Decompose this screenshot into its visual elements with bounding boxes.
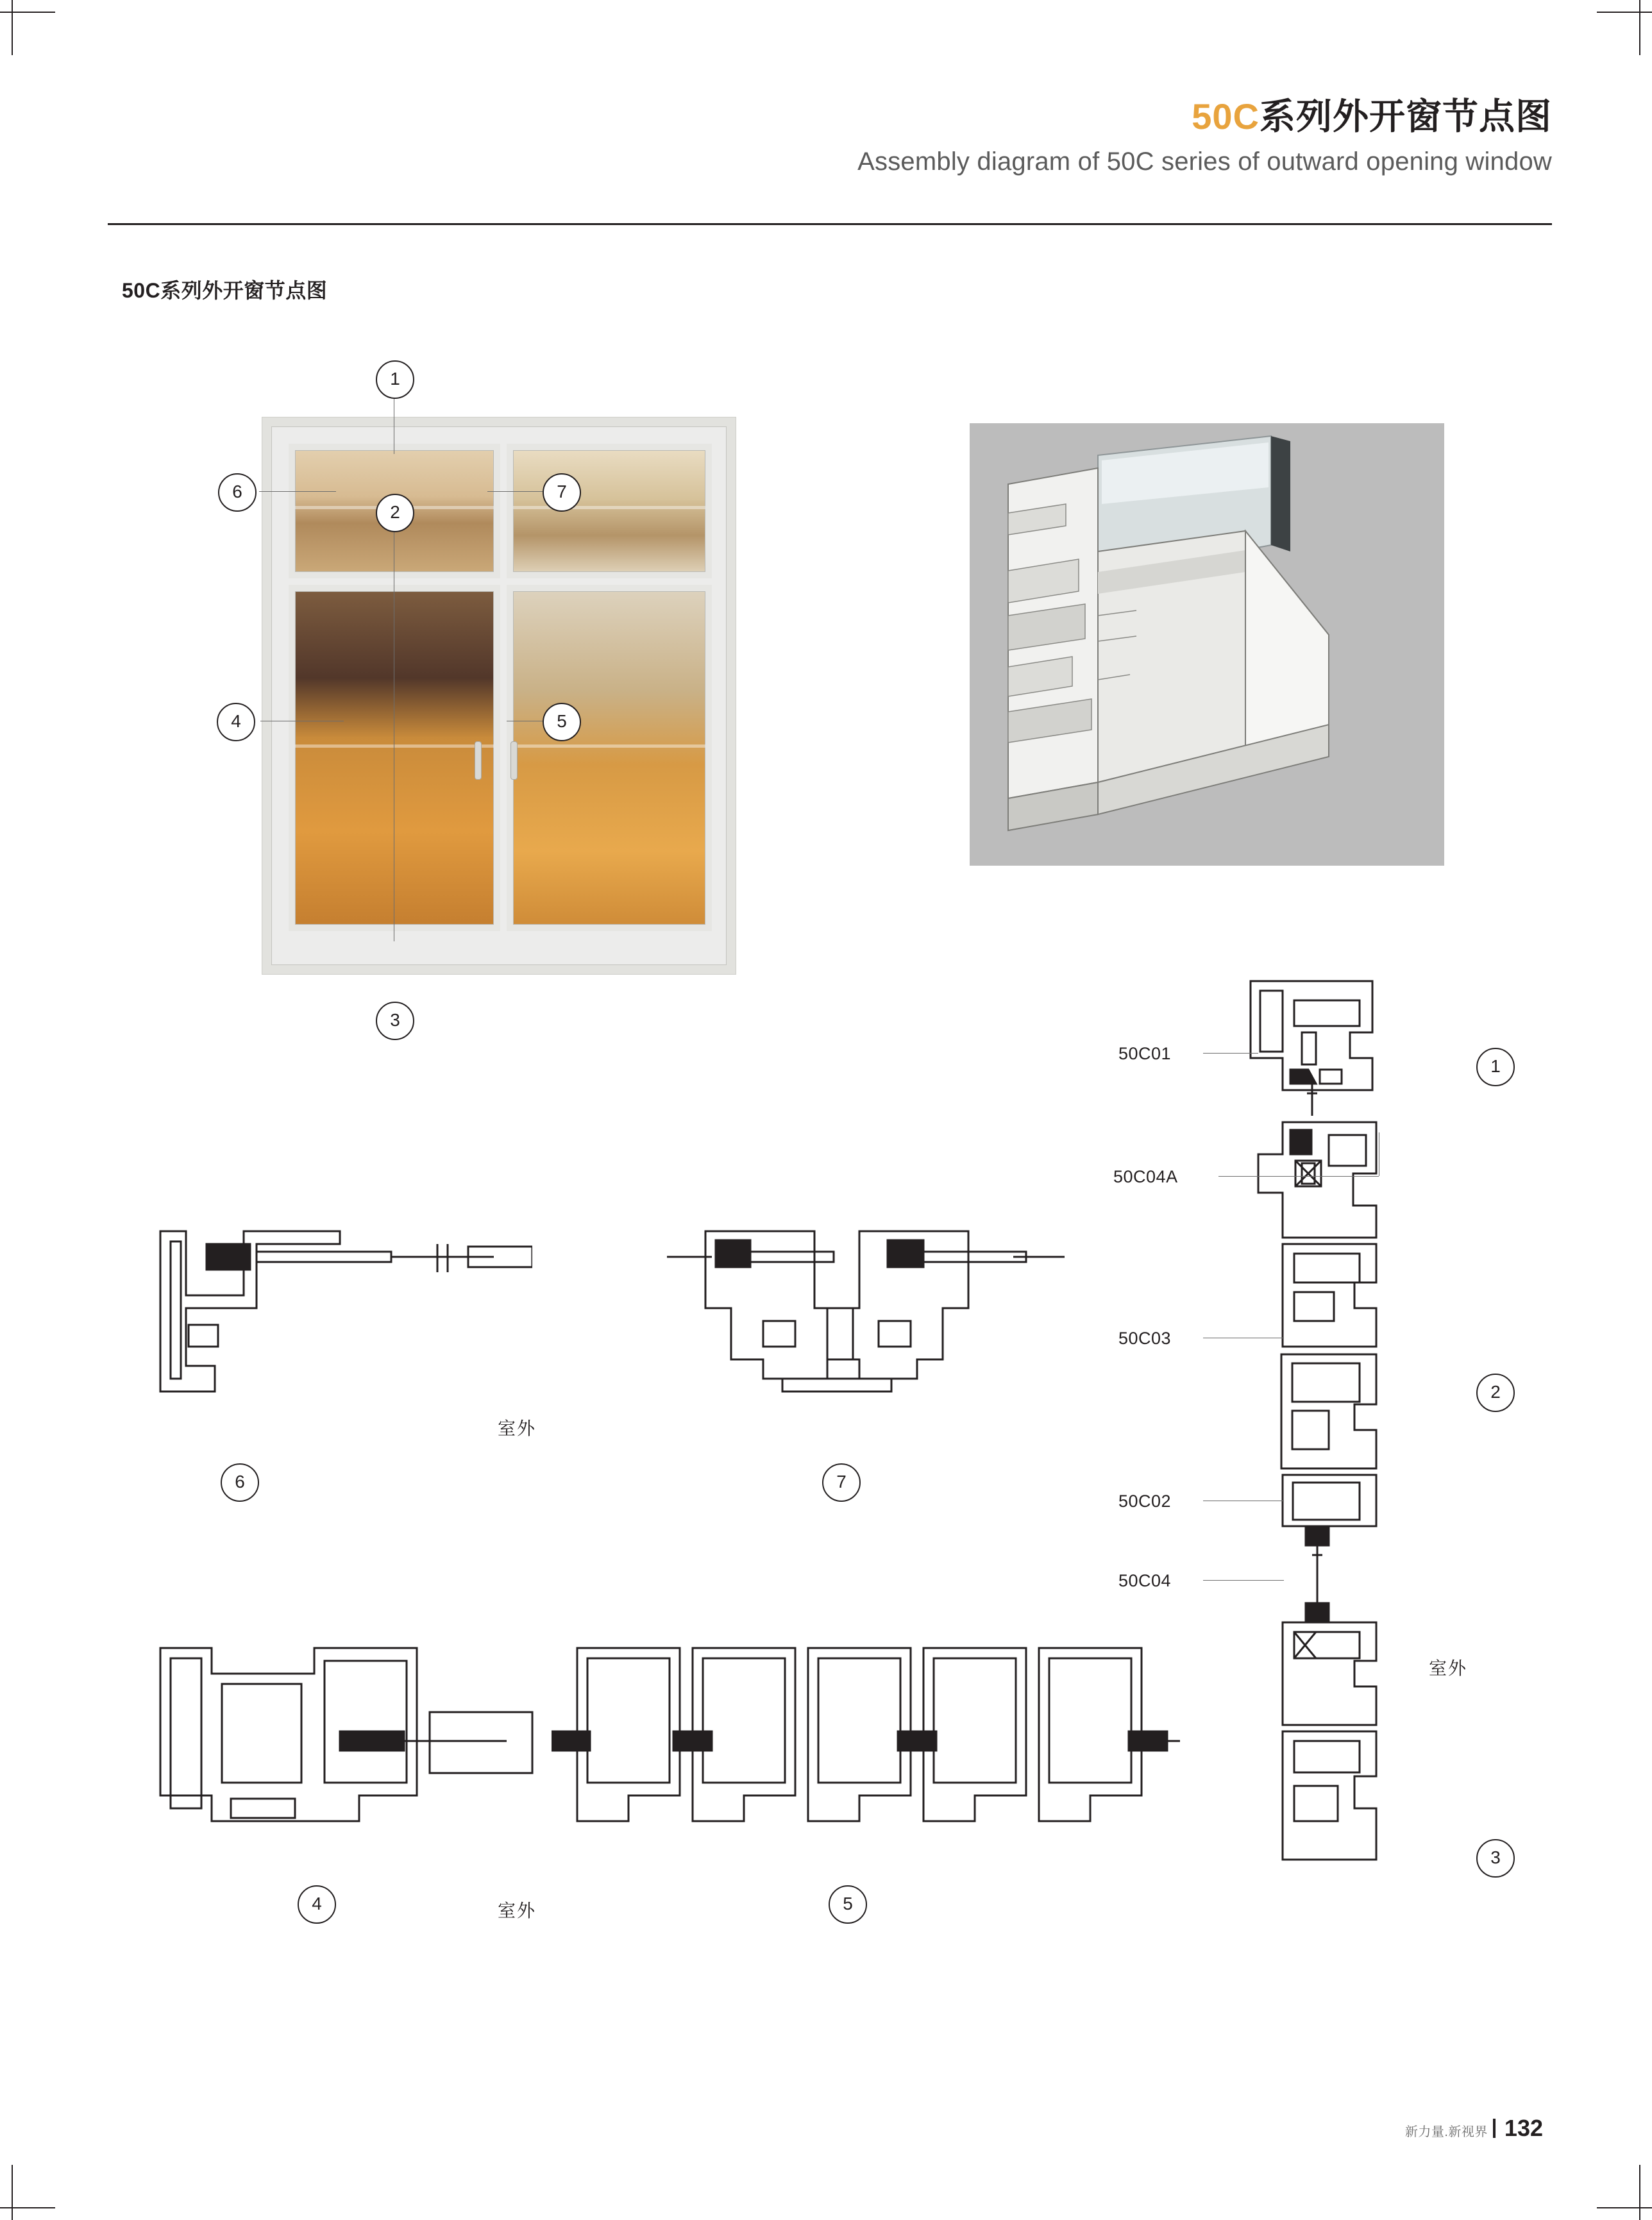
footer-divider <box>1493 2119 1496 2138</box>
leader-line-6 <box>259 491 336 492</box>
leader-50c01 <box>1203 1053 1258 1054</box>
section-detail-5 <box>552 1635 1180 1856</box>
detail-callout-3[interactable]: 3 <box>1476 1839 1515 1878</box>
detail-callout-1[interactable]: 1 <box>1476 1048 1515 1086</box>
corner-assembly-render <box>970 423 1444 866</box>
crop-mark-top-left <box>12 0 13 55</box>
callout-6[interactable]: 6 <box>218 473 257 512</box>
window-photo-illustration <box>262 417 736 975</box>
outdoor-label-6: 室外 <box>498 1418 537 1438</box>
leader-50c04 <box>1203 1580 1284 1581</box>
section-4-svg <box>148 1635 545 1853</box>
page-number: 132 <box>1504 2115 1543 2141</box>
crop-mark-bottom-right <box>1639 2165 1640 2220</box>
crop-mark-bottom-left <box>12 2165 13 2220</box>
callout-1[interactable]: 1 <box>376 360 414 399</box>
callout-2[interactable]: 2 <box>376 494 414 532</box>
corner-assembly-svg <box>970 423 1444 866</box>
page-title-rest: 系列外开窗节点图 <box>1260 96 1552 137</box>
detail-callout-7[interactable]: 7 <box>822 1463 861 1502</box>
pane-highlight <box>513 744 705 748</box>
window-sash-bottom-left <box>289 585 500 931</box>
pane-highlight <box>513 506 705 509</box>
section-detail-7 <box>667 1218 1065 1427</box>
outdoor-label-right: 室外 <box>1429 1658 1468 1678</box>
leader-50c04a <box>1218 1176 1379 1177</box>
part-label-50c02: 50C02 <box>1118 1492 1172 1511</box>
sash-handle-right <box>510 741 518 780</box>
header-divider <box>108 223 1552 225</box>
page-subtitle: Assembly diagram of 50C series of outward opening window <box>857 147 1552 176</box>
crop-mark-top-right <box>1639 0 1640 55</box>
page-header <box>109 96 1552 177</box>
part-label-50c04: 50C04 <box>1118 1571 1172 1590</box>
section-6-svg <box>148 1218 532 1424</box>
crop-mark-bottom-left-h <box>0 2207 55 2208</box>
page-title <box>109 96 1552 137</box>
section-detail-6 <box>148 1218 532 1427</box>
footer-brand: 新力量.新视界 <box>1404 2125 1488 2139</box>
section-7-svg <box>667 1218 1065 1424</box>
outdoor-label-4: 室外 <box>498 1901 537 1921</box>
section-heading: 50C系列外开窗节点图 <box>122 279 328 302</box>
pane-highlight <box>295 744 494 748</box>
crop-mark-top-left-h <box>0 12 55 13</box>
detail-callout-6[interactable]: 6 <box>221 1463 259 1502</box>
callout-3[interactable]: 3 <box>376 1002 414 1040</box>
window-sash-bottom-right <box>507 585 712 931</box>
section-5-svg <box>552 1635 1180 1853</box>
detail-callout-2[interactable]: 2 <box>1476 1374 1515 1412</box>
detail-callout-5[interactable]: 5 <box>829 1885 867 1924</box>
section-detail-4 <box>148 1635 545 1856</box>
sash-handle-left <box>475 741 482 780</box>
part-label-50c01: 50C01 <box>1118 1044 1172 1063</box>
crop-mark-bottom-right-h <box>1597 2207 1652 2208</box>
callout-5[interactable]: 5 <box>543 703 581 741</box>
window-pane-top-right <box>507 444 712 578</box>
part-label-50c04a: 50C04A <box>1113 1167 1178 1186</box>
part-label-50c03: 50C03 <box>1118 1329 1172 1348</box>
callout-7[interactable]: 7 <box>543 473 581 512</box>
crop-mark-top-right-h <box>1597 12 1652 13</box>
page-footer <box>1405 2115 1543 2142</box>
callout-4[interactable]: 4 <box>217 703 255 741</box>
window-frame <box>271 426 727 965</box>
page-title-series: 50C <box>1192 96 1260 137</box>
detail-callout-4[interactable]: 4 <box>298 1885 336 1924</box>
